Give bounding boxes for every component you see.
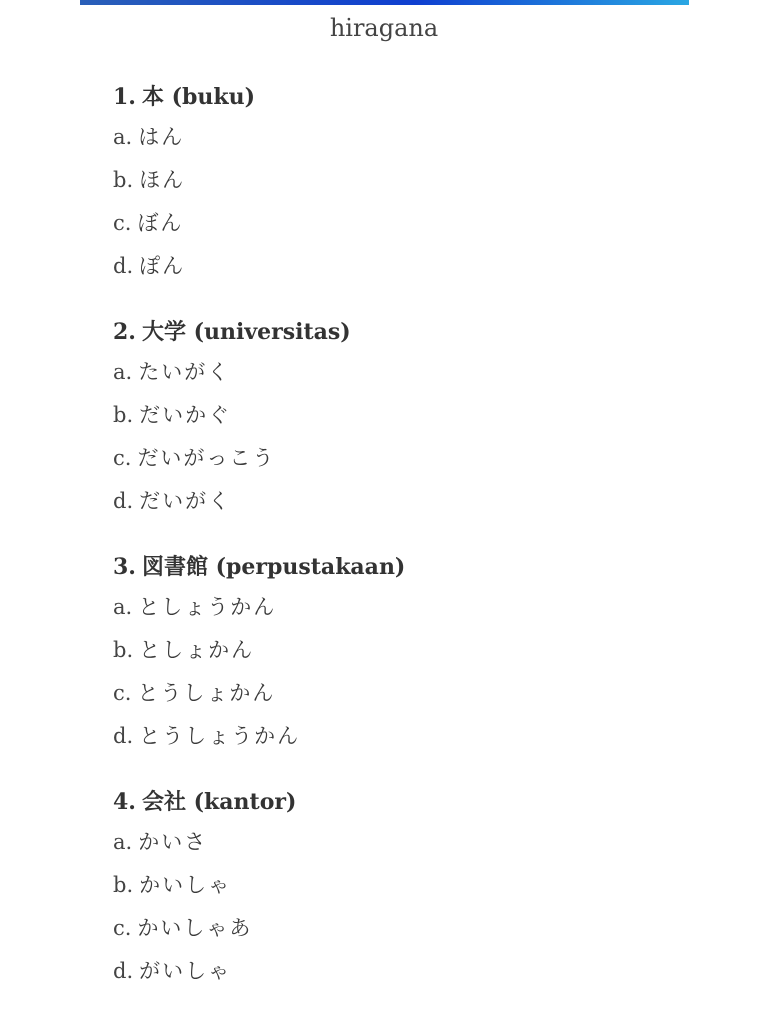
answer-option-a[interactable] <box>113 116 713 159</box>
option-text: だいがく <box>139 489 232 513</box>
question-number: 3. <box>113 554 136 580</box>
question-2 <box>113 313 713 523</box>
question-heading <box>113 548 713 586</box>
option-text: とうしょかん <box>137 681 276 705</box>
question-number: 1. <box>113 84 136 110</box>
option-text: ぽん <box>139 254 186 278</box>
question-prompt: 会社 (kantor) <box>141 789 297 815</box>
option-letter: c. <box>113 211 132 235</box>
answer-option-d[interactable] <box>113 950 713 993</box>
answer-option-c[interactable] <box>113 437 713 480</box>
option-text: はん <box>138 125 185 149</box>
option-text: だいがっこう <box>137 446 276 470</box>
option-text: ぼん <box>137 211 184 235</box>
option-text: かいしゃあ <box>137 916 253 940</box>
option-letter: d. <box>113 489 134 513</box>
option-text: としょかん <box>139 638 255 662</box>
answer-option-a[interactable] <box>113 351 713 394</box>
question-number: 2. <box>113 319 136 345</box>
answer-option-d[interactable] <box>113 715 713 758</box>
question-4 <box>113 783 713 993</box>
option-text: かいしゃ <box>139 873 232 897</box>
option-text: とうしょうかん <box>139 724 301 748</box>
option-text: としょうかん <box>138 595 277 619</box>
answer-option-b[interactable] <box>113 629 713 672</box>
question-heading <box>113 78 713 116</box>
option-letter: d. <box>113 254 134 278</box>
option-text: たいがく <box>138 360 231 384</box>
option-letter: c. <box>113 446 132 470</box>
answer-option-c[interactable] <box>113 672 713 715</box>
question-3 <box>113 548 713 758</box>
answer-option-a[interactable] <box>113 821 713 864</box>
option-text: だいかぐ <box>139 403 232 427</box>
answer-option-c[interactable] <box>113 907 713 950</box>
answer-option-a[interactable] <box>113 586 713 629</box>
option-letter: b. <box>113 638 134 662</box>
question-number: 4. <box>113 789 136 815</box>
question-prompt: 本 (buku) <box>141 84 256 110</box>
option-letter: c. <box>113 916 132 940</box>
answer-option-d[interactable] <box>113 480 713 523</box>
option-letter: b. <box>113 873 134 897</box>
option-letter: d. <box>113 724 134 748</box>
option-letter: b. <box>113 403 134 427</box>
top-accent-bar <box>80 0 689 5</box>
page-title: hiragana <box>329 14 439 42</box>
question-prompt: 図書館 (perpustakaan) <box>141 554 406 580</box>
question-heading <box>113 783 713 821</box>
option-letter: a. <box>113 830 133 854</box>
question-1 <box>113 78 713 288</box>
answer-option-b[interactable] <box>113 394 713 437</box>
answer-option-b[interactable] <box>113 159 713 202</box>
answer-option-b[interactable] <box>113 864 713 907</box>
option-letter: a. <box>113 360 133 384</box>
option-text: ほん <box>139 168 186 192</box>
question-prompt: 大学 (universitas) <box>141 319 351 345</box>
question-list <box>113 78 713 1018</box>
option-letter: d. <box>113 959 134 983</box>
answer-option-c[interactable] <box>113 202 713 245</box>
answer-option-d[interactable] <box>113 245 713 288</box>
option-letter: c. <box>113 681 132 705</box>
question-heading <box>113 313 713 351</box>
option-letter: b. <box>113 168 134 192</box>
option-letter: a. <box>113 125 133 149</box>
option-text: かいさ <box>138 830 208 854</box>
option-text: がいしゃ <box>139 959 232 983</box>
option-letter: a. <box>113 595 133 619</box>
